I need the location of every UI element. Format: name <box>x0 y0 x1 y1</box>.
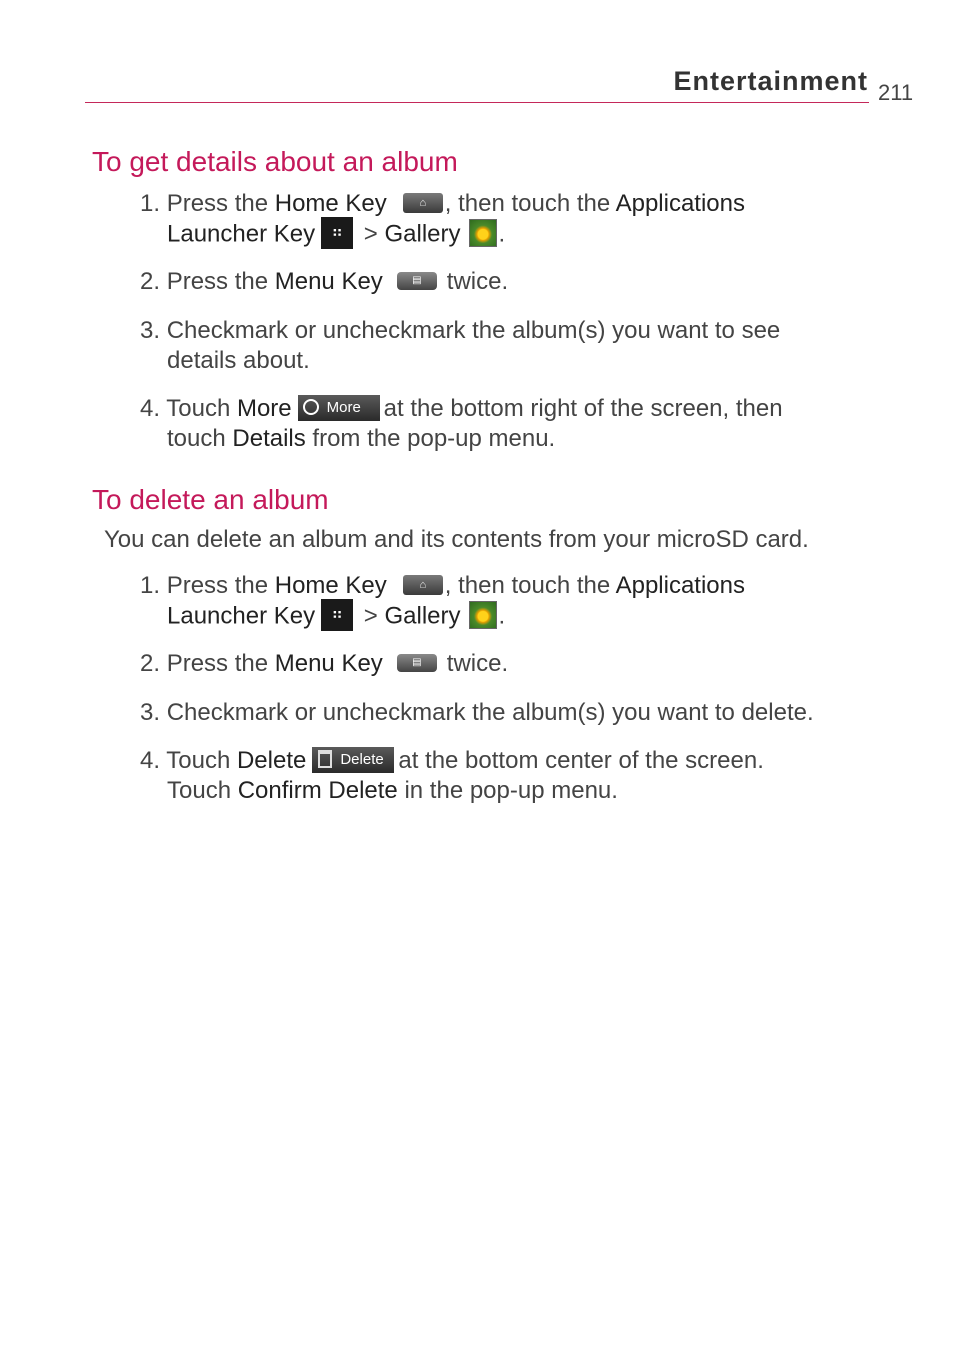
trash-icon <box>318 750 332 768</box>
delete-button-icon: Delete <box>312 747 394 773</box>
gallery-icon <box>469 219 497 247</box>
section-title-album-details: To get details about an album <box>92 146 458 177</box>
list-item: 1. Press the Home Key ⌂ , then touch the Applications Launcher Key ⠶ > Gallery . <box>140 190 746 248</box>
home-key-icon: ⌂ <box>403 193 443 213</box>
menu-key-icon: ▤ <box>397 272 437 290</box>
list-item: 2. Press the Menu Key ▤ twice. <box>140 650 509 677</box>
gallery-icon <box>469 601 497 629</box>
list-item: 1. Press the Home Key ⌂ , then touch the Applications Launcher Key ⠶ > Gallery . <box>140 572 746 630</box>
home-key-icon: ⌂ <box>403 575 443 595</box>
list-item: 2. Press the Menu Key ▤ twice. <box>140 268 509 295</box>
list-item: 4. Touch More More at the bottom right of the screen, then touch Details from the pop-up menu. <box>140 395 783 452</box>
list-item: 3. Checkmark or uncheckmark the album(s) you want to see details about. <box>140 317 781 374</box>
section-title-delete-album: To delete an album <box>92 484 329 515</box>
list-item: 3. Checkmark or uncheckmark the album(s) you want to delete. <box>140 699 814 726</box>
page-number: 211 <box>878 80 914 105</box>
launcher-key-icon: ⠶ <box>321 599 353 631</box>
launcher-key-icon: ⠶ <box>321 217 353 249</box>
section-intro: You can delete an album and its contents from your microSD card. <box>104 526 809 553</box>
home-key-label: Home Key <box>274 572 387 599</box>
list-item: 4. Touch Delete Delete at the bottom center of the screen. Touch Confirm Delete in the pop-up menu. <box>140 747 764 804</box>
header-rule <box>85 102 869 103</box>
menu-key-icon: ▤ <box>397 654 437 672</box>
more-circle-icon <box>303 399 319 415</box>
header-title: Entertainment <box>673 66 868 96</box>
more-button-icon: More <box>298 395 380 421</box>
home-key-label: Home Key <box>274 190 387 217</box>
